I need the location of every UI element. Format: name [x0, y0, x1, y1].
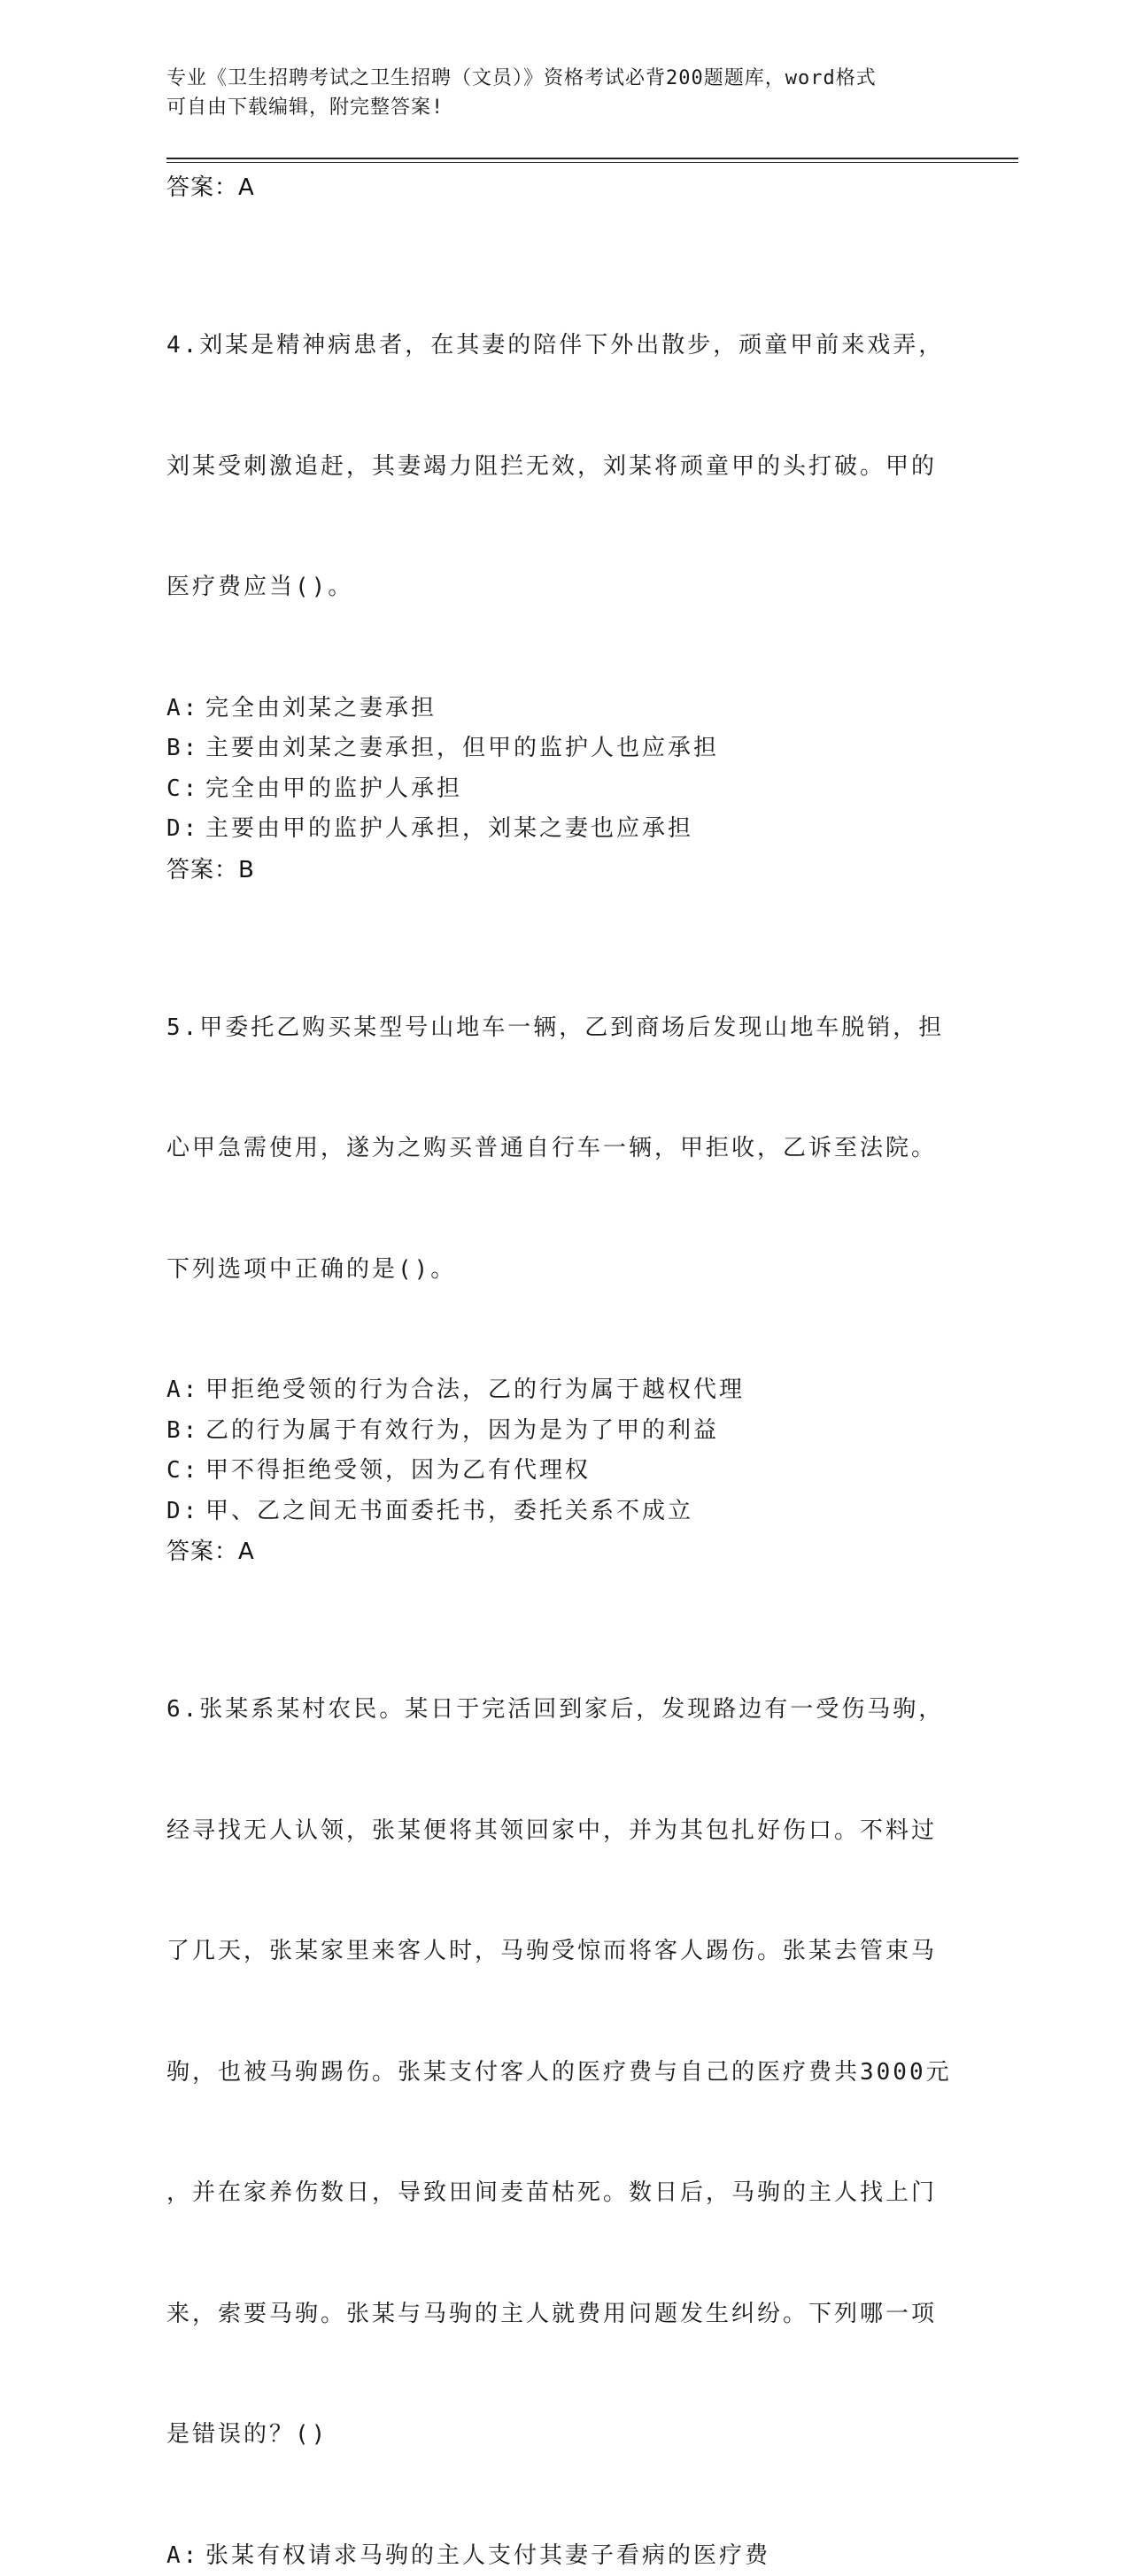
option-key: B: [166, 1411, 205, 1452]
question-line: 刘某受刺激追赶，其妻竭力阻拦无效，刘某将顽童甲的头打破。甲的 [166, 447, 963, 488]
answer-line: 答案：B [166, 850, 963, 891]
header-title-line-1: 专业《卫生招聘考试之卫生招聘（文员）》资格考试必背200题题库，word格式 [166, 64, 946, 93]
header-divider-thick [166, 158, 1018, 159]
option-a [166, 2536, 963, 2576]
header-title-line-2: 可自由下载编辑，附完整答案! [166, 93, 946, 122]
answer-line: 答案：A [166, 167, 963, 208]
option-key: C: [166, 769, 205, 810]
answer-line: 答案：A [166, 1531, 963, 1572]
question-block [166, 245, 963, 891]
option-text: 甲不得拒绝受领，因为乙有代理权 [205, 1457, 591, 1484]
option-a [166, 689, 963, 729]
header-divider-thin [166, 162, 1018, 163]
question-line: 医疗费应当()。 [166, 567, 963, 608]
option-b [166, 729, 963, 769]
question-line: 了几天，张某家里来客人时，马驹受惊而将客人踢伤。张某去管束马 [166, 1932, 963, 1972]
question-block [166, 1609, 963, 2576]
option-text: 乙的行为属于有效行为，因为是为了甲的利益 [205, 1417, 719, 1444]
option-d [166, 1492, 963, 1532]
option-key: A: [166, 689, 205, 729]
option-c [166, 769, 963, 810]
spacer [166, 1572, 963, 1609]
question-line: 驹，也被马驹踢伤。张某支付客人的医疗费与自己的医疗费共3000元 [166, 2053, 963, 2094]
option-key: D: [166, 809, 205, 850]
question-line: 经寻找无人认领，张某便将其领回家中，并为其包扎好伤口。不料过 [166, 1811, 963, 1852]
question-text [166, 928, 963, 1371]
question-line: 是错误的？() [166, 2415, 963, 2456]
option-d [166, 809, 963, 850]
question-text [166, 245, 963, 689]
option-text: 甲、乙之间无书面委托书，委托关系不成立 [205, 1498, 693, 1524]
option-text: 完全由刘某之妻承担 [205, 695, 437, 721]
option-text: 张某有权请求马驹的主人支付其妻子看病的医疗费 [205, 2542, 770, 2569]
question-line: 4.刘某是精神病患者，在其妻的陪伴下外出散步，顽童甲前来戏弄， [166, 326, 963, 366]
question-line: 5.甲委托乙购买某型号山地车一辆，乙到商场后发现山地车脱销，担 [166, 1008, 963, 1049]
question-line: 来，索要马驹。张某与马驹的主人就费用问题发生纠纷。下列哪一项 [166, 2294, 963, 2335]
option-key: C: [166, 1451, 205, 1492]
option-text: 甲拒绝受领的行为合法，乙的行为属于越权代理 [205, 1377, 745, 1403]
question-line: 6.张某系某村农民。某日于完活回到家后，发现路边有一受伤马驹， [166, 1690, 963, 1731]
option-key: B: [166, 729, 205, 769]
option-key: A: [166, 2536, 205, 2576]
spacer [166, 891, 963, 928]
option-key: D: [166, 1492, 205, 1532]
question-line: 下列选项中正确的是()。 [166, 1250, 963, 1291]
question-line: ，并在家养伤数日，导致田间麦苗枯死。数日后，马驹的主人找上门 [166, 2173, 963, 2214]
option-b [166, 1411, 963, 1452]
question-line: 心甲急需使用，遂为之购买普通自行车一辆，甲拒收，乙诉至法院。 [166, 1129, 963, 1169]
document-body [166, 167, 963, 2576]
question-text [166, 1609, 963, 2536]
option-text: 主要由甲的监护人承担，刘某之妻也应承担 [205, 815, 693, 842]
option-text: 主要由刘某之妻承担，但甲的监护人也应承担 [205, 735, 719, 761]
spacer [166, 208, 963, 245]
option-text: 完全由甲的监护人承担 [205, 775, 462, 802]
option-key: A: [166, 1370, 205, 1411]
option-c [166, 1451, 963, 1492]
document-header [166, 64, 946, 122]
question-block [166, 928, 963, 1573]
option-a [166, 1370, 963, 1411]
